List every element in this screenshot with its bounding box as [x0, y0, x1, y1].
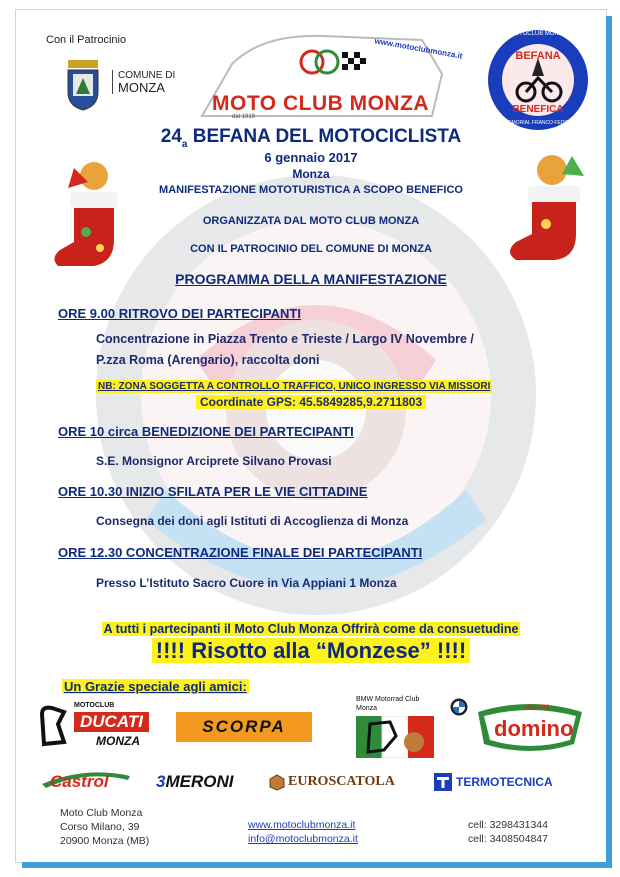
termotecnica-t-icon	[434, 773, 452, 791]
special-thanks: Un Grazie speciale agli amici:	[64, 679, 247, 694]
event-organizer: ORGANIZZATA DAL MOTO CLUB MONZA	[202, 215, 420, 227]
bmw-line2: Monza	[356, 705, 378, 712]
befana-word2: BENEFICA	[512, 104, 564, 115]
castrol-name: Castrol	[50, 772, 109, 791]
footer-club: Moto Club Monza	[60, 807, 143, 819]
logo-since: dal 1919	[232, 114, 256, 120]
event-patronage: CON IL PATROCINIO DEL COMUNE DI MONZA	[190, 243, 432, 255]
ducati-top: MOTOCLUB	[74, 702, 115, 709]
befana-logo-ring	[486, 28, 590, 132]
edition-number: 24	[160, 126, 182, 147]
domino-name: domino	[494, 716, 574, 741]
risotto-text: !!!! Risotto alla “Monzese” !!!!	[152, 638, 470, 663]
poster-sheet	[16, 10, 606, 862]
logo-url: www.motoclubmonza.it	[373, 36, 464, 61]
befana-benefica-logo	[486, 28, 590, 132]
event-city: Monza	[292, 167, 330, 181]
befana-ring-top: MOTOCLUB MONZA	[509, 31, 567, 37]
sponsor-termotecnica-logo	[434, 772, 574, 794]
program-item-1-text-b: P.zza Roma (Arengario), raccolta doni	[96, 353, 320, 367]
footer-links	[248, 818, 358, 846]
befana-word1: BEFANA	[515, 50, 561, 62]
website-link[interactable]: www.motoclubmonza.it	[248, 819, 356, 831]
program-item-1-header: ORE 9.00 RITROVO DEI PARTECIPANTI	[58, 306, 301, 321]
euroscatola-box-icon	[268, 773, 286, 791]
sponsor-castrol-logo	[40, 770, 132, 792]
risotto-line	[16, 638, 606, 664]
footer-cell1: cell: 3298431344	[468, 819, 548, 831]
sponsor-domino-logo	[474, 702, 586, 752]
program-item-3-header: ORE 10.30 INIZIO SFILATA PER LE VIE CITTADINE	[58, 484, 368, 499]
comune-line2: MONZA	[118, 80, 165, 95]
logo-name: MOTO CLUB MONZA	[212, 92, 430, 115]
footer-address	[60, 806, 149, 848]
footer-phones	[468, 818, 548, 846]
sponsor-ducati-logo	[38, 700, 158, 750]
sponsor-meroni-logo	[156, 772, 252, 794]
ducati-city: MONZA	[96, 734, 140, 748]
comune-line1: COMUNE DI	[118, 70, 176, 81]
thanks-line-text: A tutti i partecipanti il Moto Club Monza Offrirà come da consuetudine	[103, 622, 519, 636]
patronage-label: Con il Patrocinio	[46, 34, 127, 46]
bmw-roundel-icon	[450, 698, 468, 716]
email-link[interactable]: info@motoclubmonza.it	[248, 833, 358, 845]
gps-coordinates: Coordinate GPS: 45.5849285,9.2711803	[196, 395, 426, 409]
comune-label	[112, 70, 175, 94]
edition-suffix: a	[181, 138, 188, 150]
event-title-text: BEFANA DEL MOTOCICLISTA	[192, 126, 462, 147]
footer-cell2: cell: 3408504847	[468, 833, 548, 845]
program-item-1-text-a: Concentrazione in Piazza Trento e Trieste / Largo IV Novembre /	[96, 332, 474, 346]
program-item-3-text: Consegna dei doni agli Istituti di Accoglienza di Monza	[96, 514, 409, 528]
event-title	[16, 126, 606, 150]
sponsor-euroscatola-logo	[268, 772, 418, 794]
meroni-prefix: 3	[156, 772, 166, 791]
event-description: MANIFESTAZIONE MOTOTURISTICA A SCOPO BENEFICO	[159, 184, 463, 196]
bmw-flag-graphic	[356, 716, 436, 758]
sponsor-bmw-club-logo	[356, 696, 440, 758]
meroni-name: MERONI	[165, 772, 234, 791]
event-date: 6 gennaio 2017	[264, 150, 358, 165]
footer-street: Corso Milano, 39	[60, 821, 140, 833]
traffic-note: NB: ZONA SOGGETTA A CONTROLLO TRAFFICO, UNICO INGRESSO VIA MISSORI	[98, 381, 491, 392]
euroscatola-name: EUROSCATOLA	[288, 774, 395, 789]
bmw-line1: BMW Motorrad Club	[356, 696, 420, 703]
program-item-2-header: ORE 10 circa BENEDIZIONE DEI PARTECIPANTI	[58, 424, 354, 439]
domino-small: RACING	[526, 705, 550, 711]
ducati-name: DUCATI	[74, 712, 149, 732]
thanks-line	[16, 622, 606, 636]
scorpa-name: SCORPA	[202, 717, 286, 736]
program-item-4-text: Presso L’Istituto Sacro Cuore in Via Appiani 1 Monza	[96, 576, 397, 590]
termotecnica-name: TERMOTECNICA	[456, 775, 553, 789]
footer-city: 20900 Monza (MB)	[60, 835, 150, 847]
moto-club-monza-logo	[192, 24, 464, 124]
monza-crest-icon	[64, 58, 102, 112]
program-item-4-header: ORE 12.30 CONCENTRAZIONE FINALE DEI PARTECIPANTI	[58, 545, 423, 560]
program-title: PROGRAMMA DELLA MANIFESTAZIONE	[175, 271, 447, 287]
sponsor-scorpa-logo	[176, 712, 312, 742]
ducati-track-icon	[38, 704, 68, 748]
befana-ring-bottom: MEMORIAL FRANCO FEDELI	[504, 120, 572, 126]
program-item-2-text: S.E. Monsignor Arciprete Silvano Provasi	[96, 454, 332, 468]
